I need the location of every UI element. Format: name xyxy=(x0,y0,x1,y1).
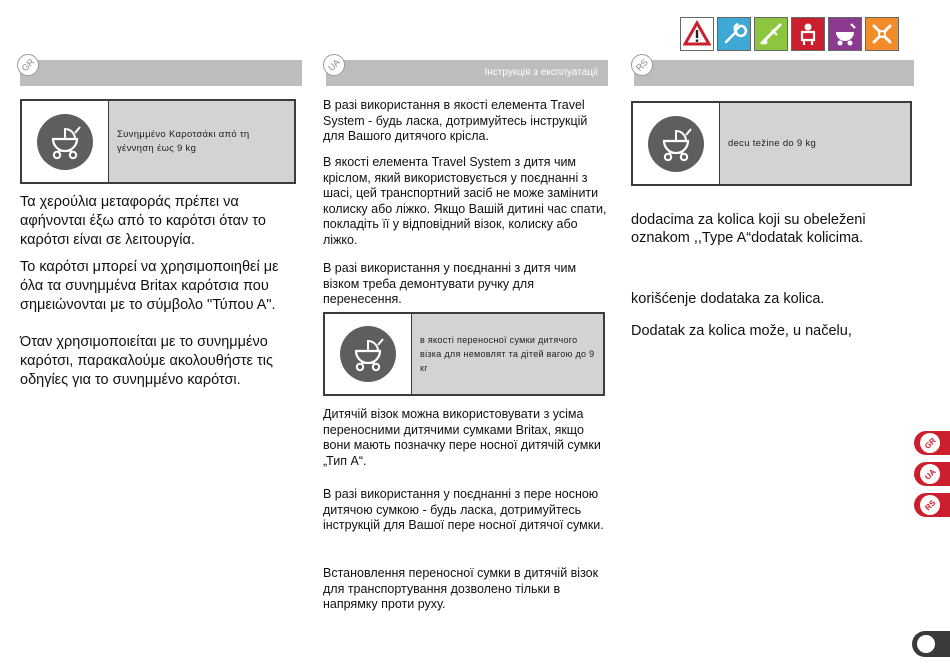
ua-note-text: в якості переносної сумки дитячого візка для немовлят та дітей вагою до 9 кг xyxy=(412,314,603,394)
rs-header-bar xyxy=(634,57,914,86)
attach-icon xyxy=(754,17,788,51)
ua-note-icon-cell xyxy=(325,314,412,394)
gr-note-icon-cell xyxy=(22,101,109,182)
gr-paragraph-1: Τα χερούλια μεταφοράς πρέπει να αφήνονται έξω από το καρότσι όταν το καρότσι είναι σε λειτουργία. xyxy=(20,194,266,248)
rs-lang-circle: RS xyxy=(626,49,657,80)
gr-header-bar xyxy=(19,56,302,86)
gr-lang-circle: GR xyxy=(12,49,43,80)
ua-header-title: Інструкція з експлуатації xyxy=(484,67,598,78)
ua-paragraph-2: В якості елемента Travel System з дитя чим кріслом, який використовується у поєднанні з шасі, цей транспортний засіб не може замінити колиску або ліжко. Якщо Вашій дитині час спати, покладіть її у відповідний візок, колиску або ліжко. xyxy=(323,155,607,247)
gr-paragraph-2: Το καρότσι μπορεί να χρησιμοποιηθεί με όλα τα συνημμένα Britax καρότσια που σημειώνονται με το σύμβολο "Τύπου Α". xyxy=(20,259,279,313)
ua-note-box xyxy=(323,312,605,396)
page-tab-dot xyxy=(917,635,935,653)
rs-paragraph-1: dodacima za kolica koji su obeleženi oznakom ,,Type A“dodatak kolicima. xyxy=(631,212,866,246)
rs-paragraph-3: Dodatak za kolica može, u načelu, xyxy=(631,323,852,339)
warning-icon xyxy=(680,17,714,51)
pram-icon xyxy=(340,326,396,382)
ua-paragraph-3: В разі використання у поєднанні з дитя чим візком треба демонтувати ручку для перенесення. xyxy=(323,261,577,306)
ua-header-bar xyxy=(326,57,608,86)
gr-paragraph-3: Όταν χρησιμοποιείται με το συνημμένο καρότσι, παρακαλούμε ακολουθήστε τις οδηγίες για το συνημμένο καρότσι. xyxy=(20,334,273,388)
rs-note-box xyxy=(631,101,912,186)
ua-paragraph-1: В разі використання в якості елемента Travel System - будь ласка, дотримуйтесь інструкцій для Вашого дитячого крісла. xyxy=(323,98,588,143)
tools-icon xyxy=(865,17,899,51)
pram-icon xyxy=(37,114,93,170)
ua-lang-circle: UA xyxy=(318,49,349,80)
side-tab-rs[interactable] xyxy=(914,493,950,517)
pram-icon xyxy=(648,116,704,172)
top-icons-row xyxy=(680,17,899,51)
ua-paragraph-6: Встановлення переносної сумки в дитячій візок для транспортування дозволено тільки в напрямку проти руху. xyxy=(323,566,599,611)
gr-note-text: Συνημμένο Καροτσάκι από τη γέννηση έως 9 kg xyxy=(109,101,294,182)
side-tab-rs-label: RS xyxy=(916,491,944,519)
rs-paragraph-2: korišćenje dodataka za kolica. xyxy=(631,291,825,307)
side-tab-gr[interactable] xyxy=(914,431,950,455)
rs-note-text: decu težine do 9 kg xyxy=(720,103,910,184)
gr-note-box xyxy=(20,99,296,184)
side-tab-ua-label: UA xyxy=(916,460,944,488)
pram-settings-icon xyxy=(828,17,862,51)
page-tab xyxy=(912,631,950,657)
ua-paragraph-5: В разі використання у поєднанні з пере носною дитячою сумкою - будь ласка, дотримуйтесь інструкцій для Вашої пере носної дитячої сумки. xyxy=(323,487,604,532)
wrench-icon xyxy=(717,17,751,51)
rs-note-icon-cell xyxy=(633,103,720,184)
ua-paragraph-4: Дитячій візок можна використовувати з усіма переносними дитячими сумками Britax, якщо вони мають позначку пере носної дитячій сумки „Тип А“. xyxy=(323,407,601,468)
harness-icon xyxy=(791,17,825,51)
side-tab-gr-label: GR xyxy=(916,429,944,457)
side-tab-ua[interactable] xyxy=(914,462,950,486)
